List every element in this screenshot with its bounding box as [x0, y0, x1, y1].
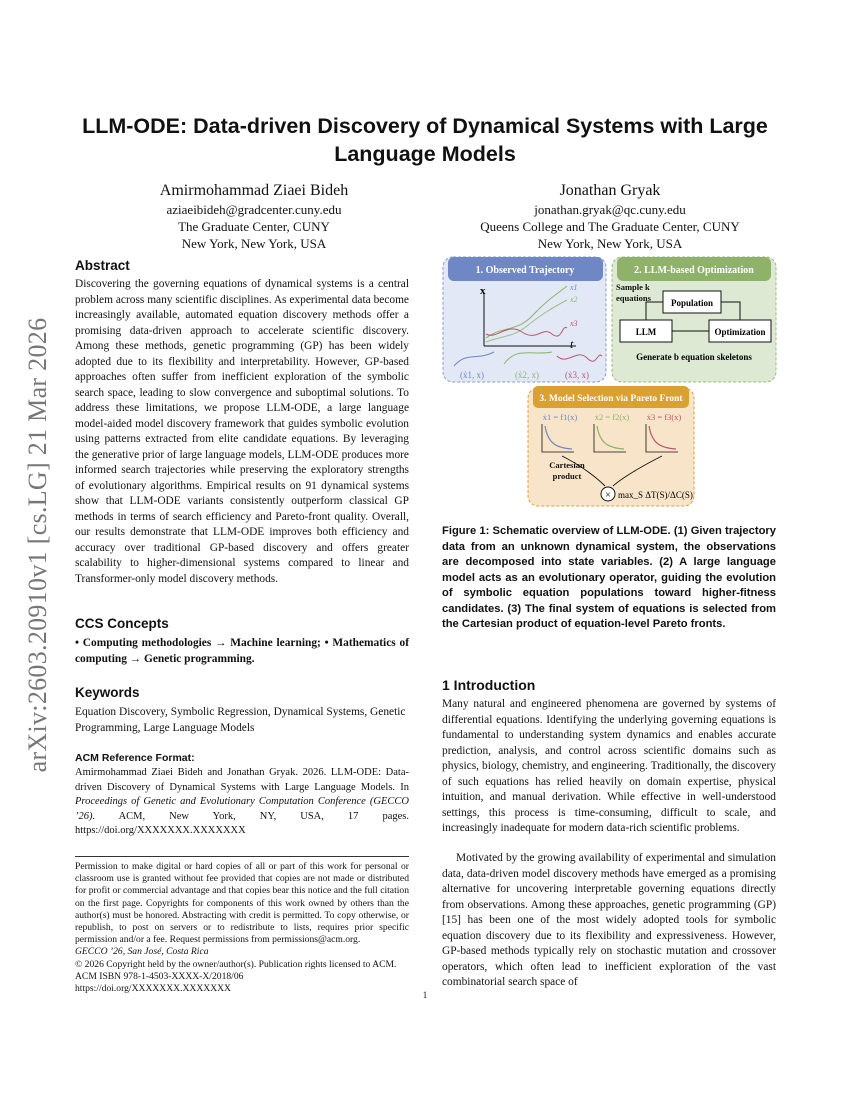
sample-text: Sample k equations — [616, 282, 651, 303]
author-location: New York, New York, USA — [537, 236, 683, 251]
series-label: x1 — [570, 283, 578, 292]
series-label: x2 — [570, 295, 578, 304]
optimization-label: Optimization — [714, 327, 766, 337]
acm-ref-venue: Proceedings of Genetic and Evolutionary Computation Conference (GECCO ’26). — [75, 796, 409, 822]
ccs-concepts — [75, 636, 409, 667]
doi-line: https://doi.org/XXXXXXX.XXXXXXX — [75, 983, 231, 995]
maxs-label: max_S ΔT(S)/ΔC(S) — [618, 490, 693, 500]
author-location: New York, New York, USA — [181, 236, 327, 251]
series-label: x3 — [570, 319, 578, 328]
eq-label: ẋ3 = f3(x) — [646, 412, 682, 422]
author-email: aziaeibideh@gradcenter.cuny.edu — [166, 202, 342, 217]
panel-observed-title: 1. Observed Trajectory — [475, 265, 575, 276]
ccs-heading: CCS Concepts — [75, 616, 169, 631]
author-affiliation: Queens College and The Graduate Center, CUNY — [480, 219, 740, 234]
author-name: Jonathan Gryak — [559, 182, 661, 199]
paper-title: LLM-ODE: Data-driven Discovery of Dynamical Systems with Large Language Models — [82, 114, 768, 166]
ccs-item: • Mathematics of computing → Genetic programming. — [75, 637, 409, 665]
panel-optimization-title: 2. LLM-based Optimization — [634, 265, 754, 276]
cartesian-text: Cartesian product — [549, 460, 585, 481]
figure-caption: Figure 1: Schematic overview of LLM-ODE. (1) Given trajectory data from an unknown dynamical system, the observations are decomposed into state variables. (2) A large language model acts as an evolutionary operator, guiding the evolution of symbolic equation populations toward higher-fitness candidates. (3) The final system of equations is selected from the Cartesian product of equation-level Pareto fronts. — [442, 525, 776, 630]
axis-label-x: x — [480, 285, 486, 297]
acm-ref-authors: Amirmohammad Ziaei Bideh and Jonathan Gryak. 2026. LLM-ODE: Data-driven Discovery of Dynamical Systems with Large Language Models. In — [75, 767, 409, 793]
author-affiliation: The Graduate Center, CUNY — [178, 219, 330, 234]
llm-label: LLM — [635, 327, 657, 337]
acm-ref-text — [75, 766, 409, 839]
author-name: Amirmohammad Ziaei Bideh — [159, 182, 349, 199]
author-email: jonathan.gryak@qc.cuny.edu — [534, 202, 686, 217]
eq-label: ẋ1 = f1(x) — [542, 412, 578, 422]
eq-label: ẋ2 = f2(x) — [594, 412, 630, 422]
intro-paragraph-2: Motivated by the growing availability of experimental and simulation data, data-driven model discovery methods have emerged as a promising alternative for uncovering interpretable governing equations directly from observations. Among these approaches, genetic programming (GP) [15] has been one of the most widely adopted tools for symbolic equation discovery due to its flexibility and expressiveness. However, GP-based methods typically rely on stochastic mutation and crossover operators, which often lead to inefficient exploration of the vast combinatorial search space of — [442, 852, 776, 988]
author-2 — [440, 180, 780, 252]
keywords-heading: Keywords — [75, 685, 140, 700]
panel-selection-title: 3. Model Selection via Pareto Front — [539, 394, 683, 404]
pair-label: (ẋ1, x) — [460, 370, 484, 380]
axis-label-t: t — [570, 337, 574, 351]
author-1 — [104, 180, 404, 252]
intro-heading: 1 Introduction — [442, 677, 536, 693]
times-icon: × — [605, 490, 611, 501]
abstract-heading: Abstract — [75, 258, 130, 273]
conference-line: GECCO ’26, San José, Costa Rica — [75, 946, 209, 958]
page-number: 1 — [422, 990, 428, 1000]
footnote-rule — [75, 856, 409, 857]
abstract-text: Discovering the governing equations of dynamical systems is a central problem across many scientific disciplines. As experimental data become increasingly available, automated equation discovery methods offer a promising data-driven approach to accelerate scientific discovery. Among these methods, genetic programming (GP) has been widely adopted due to its flexibility and interpretability. However, GP-based approaches often suffer from inefficient exploration of the symbolic search space, leading to slow convergence and suboptimal solutions. To address these limitations, we propose LLM-ODE, a large language model-aided model discovery framework that guides symbolic evolution using patterns extracted from elite candidate equations. By leveraging the generative prior of large language models, LLM-ODE produces more informed search trajectories while preserving the exploratory strengths of evolutionary algorithms. Empirical results on 91 dynamical systems show that LLM-ODE variants consistently outperform classical GP methods in terms of search efficiency and Pareto-front quality. Overall, our results demonstrate that LLM-ODE improves both efficiency and accuracy over traditional GP-based discovery and offers greater scalability to higher-dimensional systems compared to linear and Transformer-only model discovery methods. — [75, 278, 409, 585]
isbn-line: ACM ISBN 978-1-4503-XXXX-X/2018/06 — [75, 970, 244, 982]
intro-paragraph-1: Many natural and engineered phenomena are governed by systems of differential equations. Identifying the underlying governing equations is fundamental to understanding system dynamics and enables accurate prediction, analysis, and control across scientific domains such as physics, biology, chemistry, and engineering. Traditionally, the discovery of such equations has relied heavily on domain expertise, physical intuition, and manual derivation. While effective in well-understood settings, this process is time-consuming, difficult to scale, and increasingly inadequate for modern data-rich scientific problems. — [442, 698, 776, 834]
copyright-line: © 2026 Copyright held by the owner/author(s). Publication rights licensed to ACM. — [75, 958, 397, 970]
ccs-item: • Computing methodologies → Machine learning; — [75, 637, 321, 649]
generate-label: Generate b equation skeletons — [636, 352, 752, 362]
pair-label: (ẋ3, x) — [565, 370, 589, 380]
figure-1 — [442, 256, 778, 508]
population-label: Population — [670, 298, 714, 308]
pair-label: (ẋ2, x) — [515, 370, 539, 380]
acm-ref-rest: ACM, New York, NY, USA, 17 pages. https://doi.org/XXXXXXX.XXXXXXX — [75, 810, 409, 836]
keywords-text: Equation Discovery, Symbolic Regression, Dynamical Systems, Genetic Programming, Large Language Models — [75, 706, 406, 734]
arxiv-stamp: arXiv:2603.20910v1 [cs.LG] 21 Mar 2026 — [23, 317, 52, 773]
permission-block — [75, 861, 409, 995]
permission-text: Permission to make digital or hard copies of all or part of this work for personal or classroom use is granted without fee provided that copies are not made or distributed for profit or commercial advantage and that copies bear this notice and the full citation on the first page. Copyrights for components of this work owned by others than the author(s) must be honored. Abstracting with credit is permitted. To copy otherwise, or republish, to post on servers or to redistribute to lists, requires prior specific permission and/or a fee. Request permissions from permissions@acm.org. — [75, 861, 409, 946]
acm-ref-heading: ACM Reference Format: — [75, 752, 195, 764]
